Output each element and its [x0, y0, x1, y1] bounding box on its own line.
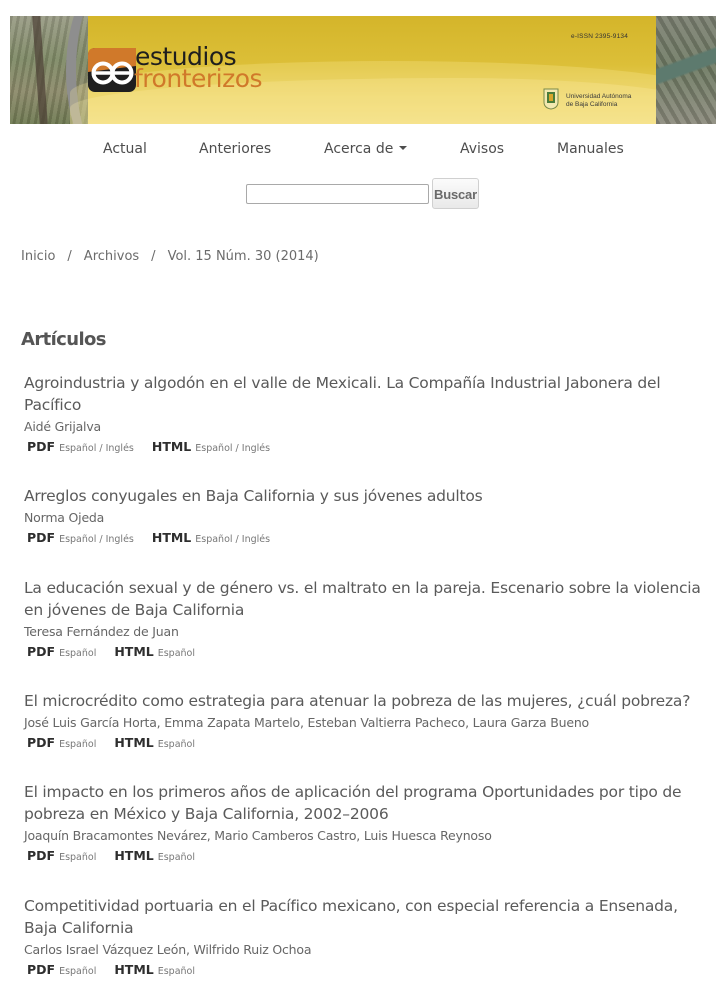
breadcrumb-separator: / [151, 249, 156, 264]
logo-text-estudios: estudios [135, 42, 237, 71]
galley-pdf-languages: Español [59, 852, 97, 863]
university-logo [543, 88, 653, 114]
galley-pdf-label: PDF [27, 848, 56, 863]
article-title-link[interactable]: La educación sexual y de género vs. el maltrato en la pareja. Escenario sobre la violencia en jóvenes de Baja California [24, 579, 701, 619]
university-shield-icon [543, 88, 559, 110]
search-button[interactable]: Buscar [432, 178, 479, 209]
border-photo-right [656, 16, 716, 124]
article-authors: Aidé Grijalva [24, 419, 101, 434]
nav-item-manuales[interactable]: Manuales [557, 141, 624, 157]
nav-item-acerca-de[interactable] [324, 139, 407, 159]
article-item [24, 485, 704, 550]
galley-html-languages: Español / Inglés [195, 443, 271, 454]
article-galleys [27, 846, 704, 868]
galley-html[interactable] [152, 528, 270, 550]
article-title-link[interactable]: Competitividad portuaria en el Pacífico mexicano, con especial referencia a Ensenada, Baja California [24, 897, 678, 937]
logo-text-fronterizos: fronterizos [134, 64, 263, 93]
article-authors: Carlos Israel Vázquez León, Wilfrido Ruiz Ochoa [24, 942, 312, 957]
article-galleys [27, 437, 704, 459]
galley-html-label: HTML [114, 644, 154, 659]
galley-pdf-label: PDF [27, 439, 56, 454]
galley-pdf[interactable] [27, 528, 134, 550]
nav-item-anteriores[interactable]: Anteriores [199, 141, 272, 157]
article-authors: Teresa Fernández de Juan [24, 624, 179, 639]
breadcrumb [21, 248, 319, 266]
university-name [566, 93, 631, 109]
article-authors: Norma Ojeda [24, 510, 105, 525]
article-authors: José Luis García Horta, Emma Zapata Martelo, Esteban Valtierra Pacheco, Laura Garza Bueno [24, 715, 590, 730]
article-title-link[interactable]: Arreglos conyugales en Baja California y sus jóvenes adultos [24, 487, 483, 505]
galley-pdf-label: PDF [27, 962, 56, 977]
galley-pdf[interactable] [27, 437, 134, 459]
article-title-link[interactable]: El microcrédito como estrategia para atenuar la pobreza de las mujeres, ¿cuál pobreza? [24, 692, 691, 710]
nav-item-acerca-de-label: Acerca de [324, 141, 394, 157]
galley-html-label: HTML [114, 735, 154, 750]
galley-html-languages: Español [157, 648, 195, 659]
breadcrumb-archivos[interactable]: Archivos [83, 249, 140, 264]
search-input[interactable] [246, 184, 429, 204]
issn-label: e-ISSN 2395-9134 [571, 33, 629, 40]
nav-item-avisos[interactable]: Avisos [460, 141, 505, 157]
caret-down-icon [399, 146, 407, 150]
article-title-link[interactable]: Agroindustria y algodón en el valle de Mexicali. La Compañía Industrial Jabonera del Pacífico [24, 374, 661, 414]
breadcrumb-separator: / [67, 249, 72, 264]
galley-html-label: HTML [114, 962, 154, 977]
galley-pdf-languages: Español [59, 648, 97, 659]
article-item [24, 372, 704, 459]
article-authors: Joaquín Bracamontes Nevárez, Mario Camberos Castro, Luis Huesca Reynoso [24, 828, 492, 843]
logo-mark-icon [88, 48, 136, 92]
breadcrumb-current: Vol. 15 Núm. 30 (2014) [167, 249, 319, 264]
article-galleys [27, 733, 704, 755]
university-name-line1: Universidad Autónoma [566, 93, 632, 100]
galley-pdf-label: PDF [27, 530, 56, 545]
article-item [24, 577, 704, 664]
article-galleys [27, 960, 704, 982]
article-item [24, 690, 704, 755]
article-galleys [27, 642, 704, 664]
article-item [24, 895, 704, 982]
galley-html-label: HTML [151, 530, 192, 545]
galley-html-languages: Español [157, 739, 195, 750]
galley-html[interactable] [114, 960, 195, 982]
galley-html[interactable] [114, 642, 195, 664]
nav-item-actual[interactable]: Actual [103, 141, 147, 157]
galley-html[interactable] [114, 733, 195, 755]
site-banner[interactable] [10, 16, 716, 124]
galley-pdf-languages: Español / Inglés [59, 534, 134, 545]
galley-pdf-label: PDF [27, 735, 56, 750]
galley-pdf-languages: Español / Inglés [59, 443, 134, 454]
galley-html-languages: Español [157, 852, 195, 863]
article-title-link[interactable]: El impacto en los primeros años de aplicación del programa Oportunidades por tipo de pobreza en México y Baja California, 2002–2006 [24, 783, 682, 823]
galley-pdf[interactable] [27, 733, 96, 755]
galley-html-label: HTML [114, 848, 154, 863]
galley-pdf[interactable] [27, 642, 96, 664]
galley-pdf-label: PDF [27, 644, 56, 659]
galley-html[interactable] [114, 846, 195, 868]
galley-pdf-languages: Español [59, 739, 97, 750]
article-item [24, 781, 704, 868]
journal-logo[interactable] [88, 42, 298, 100]
university-name-line2: de Baja California [566, 101, 618, 108]
section-title: Artículos [21, 329, 106, 350]
galley-pdf[interactable] [27, 846, 96, 868]
galley-html-languages: Español [157, 966, 195, 977]
breadcrumb-inicio[interactable]: Inicio [21, 249, 56, 264]
galley-html[interactable] [152, 437, 270, 459]
galley-pdf[interactable] [27, 960, 96, 982]
main-nav [0, 139, 726, 161]
galley-pdf-languages: Español [59, 966, 97, 977]
article-galleys [27, 528, 704, 550]
galley-html-label: HTML [151, 439, 192, 454]
galley-html-languages: Español / Inglés [195, 534, 271, 545]
